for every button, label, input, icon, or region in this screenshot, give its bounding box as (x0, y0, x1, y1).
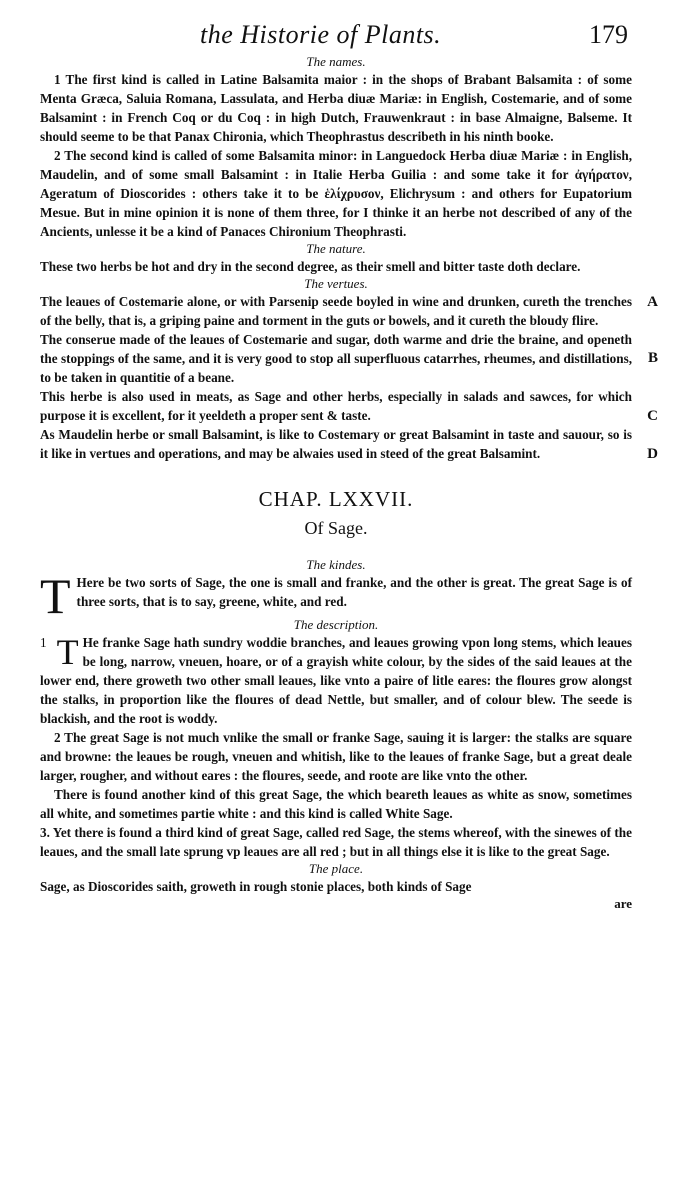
heading-names: The names. (306, 54, 366, 69)
heading-place: The place. (308, 861, 364, 876)
paragraph-nature: These two herbs be hot and dry in the second degree, as their smell and bitter taste doth declare. (40, 259, 581, 274)
paragraph-place: Sage, as Dioscorides saith, groweth in rough stonie places, both kinds of Sage (40, 879, 472, 894)
dropcap-description: T (56, 632, 79, 672)
page-number: 179 (589, 20, 628, 49)
paragraph-description-1 (40, 633, 632, 728)
margin-letter-a: A (647, 294, 658, 310)
chapter-title: CHAP. LXXVII. (258, 487, 414, 511)
vertues-block (40, 292, 658, 463)
margin-letter-d: D (647, 446, 658, 462)
paragraph-names-2: 2 The second kind is called of some Balsamita minor: in Languedock Herba diuæ Mariæ : in English, Maudelin, and of some small Balsamint : in Italie Herba Guilia : and some take it for ἀγήρατον, Ageratum of Dioscorides : others take it to be ἑλίχρυσον, Elichrysum : and others for Eupatorium Mesue. But in mine opinion it is none of them three, for I thinke it an herbe not described of any of the Ancients, unlesse it be a kind of Panaces Chironium Theophrasti. (40, 148, 632, 239)
heading-vertues: The vertues. (304, 276, 368, 291)
page-header (40, 14, 632, 54)
paragraph-description-2: 2 The great Sage is not much vnlike the small or franke Sage, sauing it is larger: the stalks are square and browne: the leaues be rough, vneuen and whitish, like to the leaues of franke Sage, but a great deale larger, rougher, and without eares : the floures, seede, and roote are like vnto the other. (40, 730, 632, 783)
paragraph-vertues-2: The conserue made of the leaues of Costemarie and sugar, doth warme and drie the braine, and openeth the stoppings of the same, and it is very good to stop all superfluous catarrhes, rheumes, and distillations, to be taken in quantitie of a beane. (40, 332, 632, 385)
kindes-text: Here be two sorts of Sage, the one is small and franke, and the other is great. The great Sage is of three sorts, that is to say, greene, white, and red. (76, 575, 632, 609)
heading-nature: The nature. (306, 241, 366, 256)
description-text: He franke Sage hath sundry woddie branches, and leaues growing vpon long stems, which leaues be long, narrow, vneuen, hoare, or of a grayish white colour, by the sides of the said leaues at the lower end, there groweth two other small leaues, like vnto a paire of litle eares: the floures grow alongst the stalks, in proportion like the floures of dead Nettle, but smaller, and of colour blew. The seede is blackish, and the root is woddy. (40, 635, 632, 726)
paragraph-vertues-1: The leaues of Costemarie alone, or with Parsenip seede boyled in wine and drunken, cureth the trenches of the belly, that is, a griping paine and torment in the guts or bowels, and it cureth the bloudy flire. (40, 294, 632, 328)
paragraph-names-1: 1 The first kind is called in Latine Balsamita maior : in the shops of Brabant Balsamita : of some Menta Græca, Saluia Romana, Lassulata, and Herba diuæ Mariæ: in English, Costemarie, and of some Balsamint : in French Coq or du Coq : in high Dutch, Frauwenkraut : in base Almaigne, Balseme. It should seeme to be that Panax Chironia, which Theophrastus describeth in his ninth booke. (40, 72, 632, 144)
heading-description: The description. (293, 617, 379, 632)
paragraph-kindes (40, 568, 632, 624)
dropcap-kindes: T (40, 568, 71, 624)
margin-letter-c: C (647, 408, 658, 424)
margin-letter-b: B (647, 350, 658, 366)
catchword: are (614, 896, 632, 911)
heading-kindes: The kindes. (306, 557, 366, 572)
paragraph-vertues-3: This herbe is also used in meats, as Sage and other herbs, especially in salads and sawces, for which purpose it is excellent, for it yeeldeth a proper sent & taste. (40, 389, 632, 423)
book-page (40, 14, 658, 912)
paragraph-vertues-4: As Maudelin herbe or small Balsamint, is like to Costemary or great Balsamint in taste and sauour, so is it like in vertues and operations, and may be alwaies used in steed of the great Balsamint. (40, 427, 632, 461)
running-title: the Historie of Plants. (200, 20, 442, 49)
paragraph-description-4: 3. Yet there is found a third kind of great Sage, called red Sage, the stems whereof, with the sinewes of the leaues, and the small late sprung vp leaues are all red ; but in all things else it is like to the great Sage. (40, 825, 632, 859)
chapter-subtitle: Of Sage. (304, 518, 368, 538)
description-number: 1 (40, 635, 47, 650)
paragraph-description-3: There is found another kind of this great Sage, the which beareth leaues as white as snow, sometimes all white, and sometimes partie white : and this kind is called White Sage. (40, 787, 632, 821)
